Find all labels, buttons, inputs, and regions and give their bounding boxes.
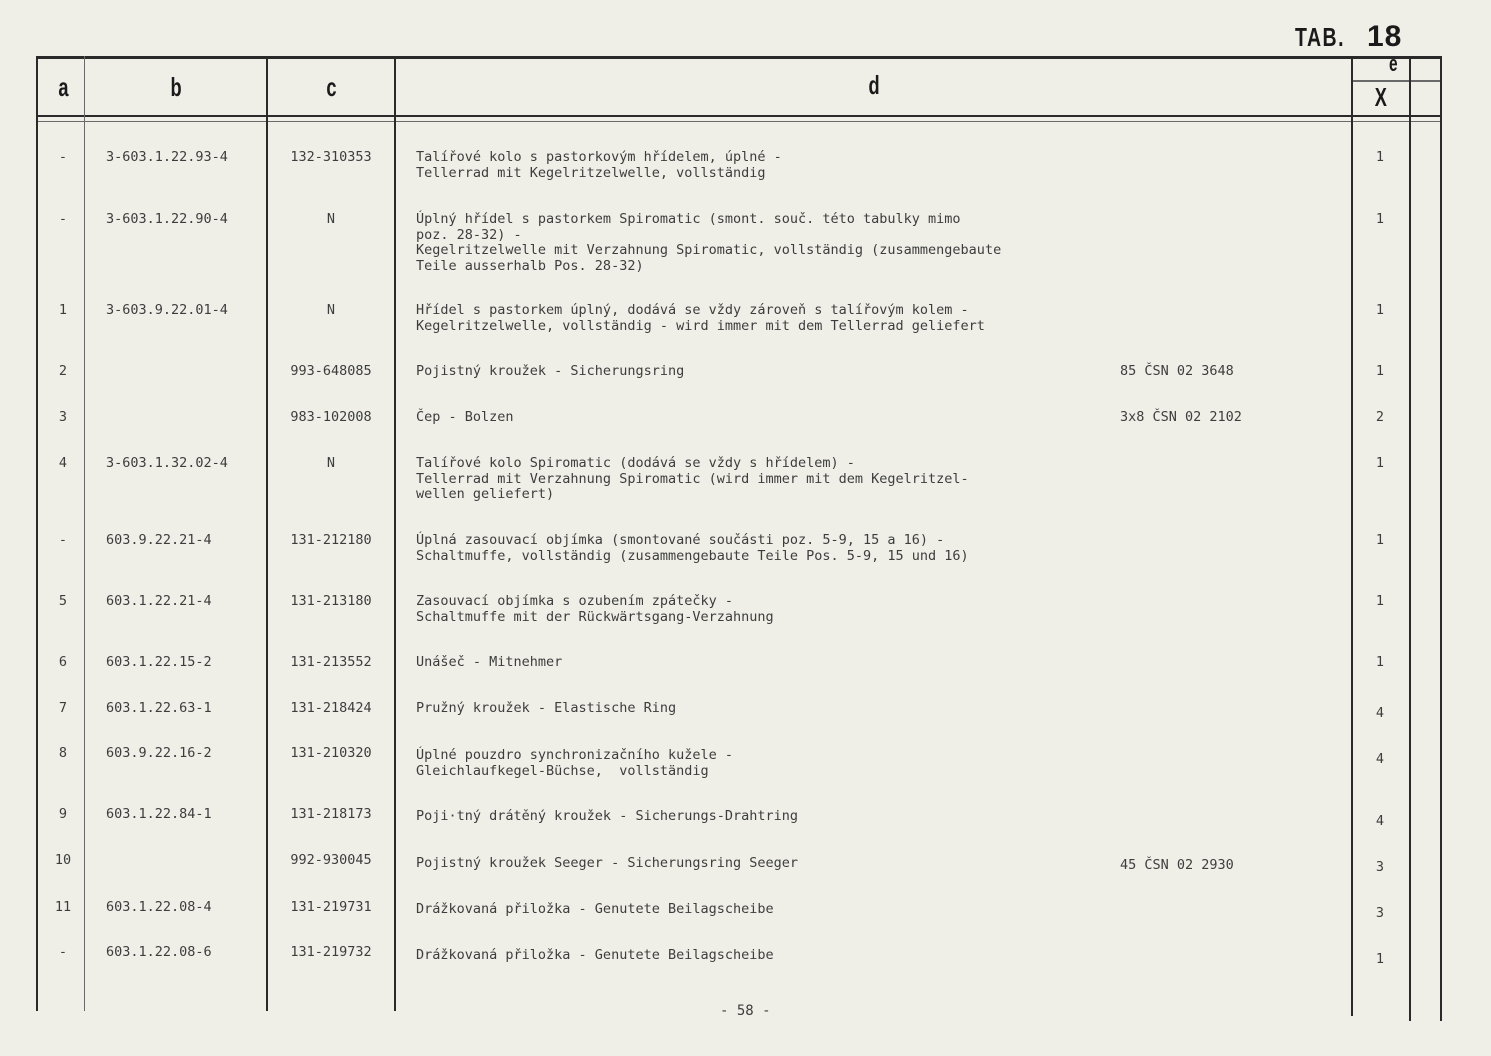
cell-x: 1	[1375, 363, 1385, 379]
cell-x: 1	[1375, 654, 1385, 670]
cell-a: 2	[58, 363, 68, 379]
cell-a: 8	[58, 745, 68, 761]
cell-c: 131-213180	[290, 593, 372, 609]
cell-d: Pružný kroužek - Elastische Ring	[416, 700, 677, 716]
cell-b: 3-603.1.22.90-4	[106, 211, 228, 227]
cell-c: 131-210320	[290, 745, 372, 761]
cell-b: 603.1.22.08-4	[106, 899, 212, 915]
cell-e: 45 ČSN 02 2930	[1120, 857, 1234, 873]
cell-x: 1	[1375, 149, 1385, 165]
cell-d: Drážkovaná přiložka - Genutete Beilagscheibe	[416, 947, 774, 963]
cell-d: Úplná zasouvací objímka (smontované součásti poz. 5-9, 15 a 16) - Schaltmuffe, vollständig (zusammengebaute Teile Pos. 5-9, 15 und 16)	[416, 532, 969, 564]
cell-a: 1	[58, 302, 68, 318]
cell-x: 1	[1375, 951, 1385, 967]
cell-b: 3-603.1.22.93-4	[106, 149, 228, 165]
cell-b: 603.1.22.08-6	[106, 944, 212, 960]
cell-d: Pojistný kroužek - Sicherungsring	[416, 363, 685, 379]
cell-b: 3-603.9.22.01-4	[106, 302, 228, 318]
cell-c: 993-648085	[290, 363, 372, 379]
cell-a: 6	[58, 654, 68, 670]
cell-c: 992-930045	[290, 852, 372, 868]
cell-c: 983-102008	[290, 409, 372, 425]
cell-x: 3	[1375, 859, 1385, 875]
cell-a: 11	[54, 899, 72, 915]
cell-x: 2	[1375, 409, 1385, 425]
cell-c: N	[326, 455, 336, 471]
cell-b: 603.9.22.16-2	[106, 745, 212, 761]
cell-c: 131-219732	[290, 944, 372, 960]
cell-c: 131-218173	[290, 806, 372, 822]
cell-b: 603.9.22.21-4	[106, 532, 212, 548]
page-number: - 58 -	[720, 1003, 771, 1019]
cell-a: 7	[58, 700, 68, 716]
e-x-divider	[1352, 80, 1442, 82]
tab-label: TAB.	[1295, 22, 1346, 52]
cell-a: 3	[58, 409, 68, 425]
cell-c: 131-219731	[290, 899, 372, 915]
cell-x: 1	[1375, 532, 1385, 548]
col-border-d	[1351, 56, 1353, 1016]
cell-c: N	[326, 211, 336, 227]
col-border-c	[394, 56, 396, 1011]
cell-c: 132-310353	[290, 149, 372, 165]
header-c: c	[326, 72, 338, 102]
tab-number: 18	[1367, 20, 1403, 53]
cell-c: 131-213552	[290, 654, 372, 670]
header-d: d	[868, 70, 881, 100]
cell-x: 1	[1375, 593, 1385, 609]
cell-d: Unášeč - Mitnehmer	[416, 654, 563, 670]
header-bottom-border	[36, 115, 1442, 117]
cell-x: 4	[1375, 751, 1385, 767]
cell-c: 131-218424	[290, 700, 372, 716]
header-a: a	[58, 72, 70, 102]
cell-b: 603.1.22.63-1	[106, 700, 212, 716]
cell-a: 9	[58, 806, 68, 822]
cell-x: 1	[1375, 455, 1385, 471]
col-border-x	[1409, 56, 1411, 1021]
cell-d: Talířové kolo Spiromatic (dodává se vždy s hřídelem) - Tellerrad mit Verzahnung Spiromatic (wird immer mit dem Kegelritzel- wellen geliefert)	[416, 455, 969, 502]
cell-d: Pojistný kroužek Seeger - Sicherungsring Seeger	[416, 855, 799, 871]
header-second-border	[36, 121, 1442, 122]
cell-b: 603.1.22.15-2	[106, 654, 212, 670]
cell-e: 3x8 ČSN 02 2102	[1120, 409, 1242, 425]
cell-a: 4	[58, 455, 68, 471]
header-b: b	[170, 72, 183, 102]
cell-d: Hřídel s pastorkem úplný, dodává se vždy zároveň s talířovým kolem - Kegelritzelwelle, vollständig - wird immer mit dem Tellerrad geliefert	[416, 302, 985, 334]
table-number	[1295, 20, 1403, 53]
table-top-border	[36, 56, 1442, 59]
cell-b: 603.1.22.84-1	[106, 806, 212, 822]
cell-c: N	[326, 302, 336, 318]
cell-x: 4	[1375, 705, 1385, 721]
cell-e: 85 ČSN 02 3648	[1120, 363, 1234, 379]
cell-d: Talířové kolo s pastorkovým hřídelem, úplné - Tellerrad mit Kegelritzelwelle, vollständig	[416, 149, 782, 181]
cell-b: 3-603.1.32.02-4	[106, 455, 228, 471]
cell-x: 1	[1375, 211, 1385, 227]
cell-a: -	[58, 944, 68, 960]
cell-d: Čep - Bolzen	[416, 409, 514, 425]
cell-c: 131-212180	[290, 532, 372, 548]
header-x: X	[1374, 82, 1388, 112]
cell-a: -	[58, 149, 68, 165]
cell-b: 603.1.22.21-4	[106, 593, 212, 609]
cell-d: Zasouvací objímka s ozubením zpátečky - Schaltmuffe mit der Rückwärtsgang-Verzahnung	[416, 593, 774, 625]
cell-x: 3	[1375, 905, 1385, 921]
col-border-b	[266, 56, 268, 1011]
cell-a: -	[58, 532, 68, 548]
cell-d: Úplný hřídel s pastorkem Spiromatic (smont. souč. této tabulky mimo poz. 28-32) - Kegelritzelwelle mit Verzahnung Spiromatic, vollständig (zusammengebaute Teile ausserhalb Pos. 28-32)	[416, 211, 1002, 274]
col-border-a	[84, 56, 85, 1011]
col-border-right	[1440, 56, 1442, 1021]
cell-a: 5	[58, 593, 68, 609]
cell-a: -	[58, 211, 68, 227]
header-e: e	[1388, 51, 1399, 76]
cell-a: 10	[54, 852, 72, 868]
cell-d: Drážkovaná přiložka - Genutete Beilagscheibe	[416, 901, 774, 917]
col-border-left	[36, 56, 38, 1011]
cell-x: 4	[1375, 813, 1385, 829]
cell-d: Poji·tný drátěný kroužek - Sicherungs-Drahtring	[416, 808, 799, 824]
cell-d: Úplné pouzdro synchronizačního kužele - Gleichlaufkegel-Büchse, vollständig	[416, 747, 733, 779]
cell-x: 1	[1375, 302, 1385, 318]
